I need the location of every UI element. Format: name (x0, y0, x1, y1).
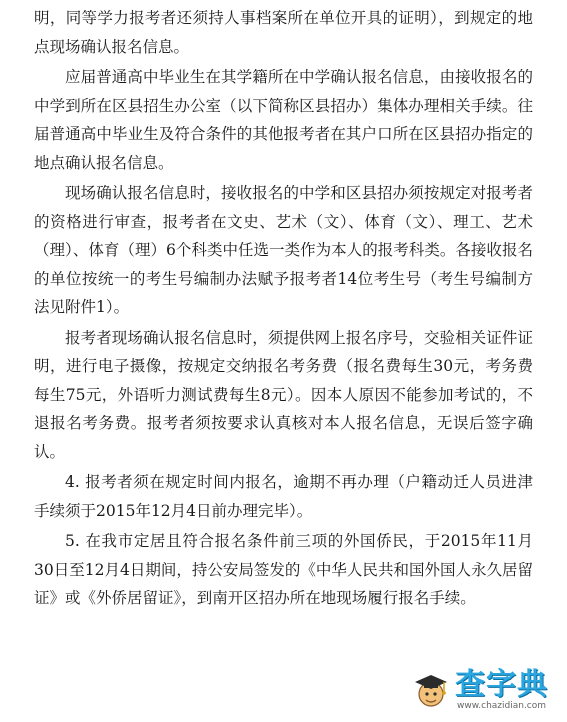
paragraph-6: 5. 在我市定居且符合报名条件前三项的外国侨民，于2015年11月30日至12月4日期间，持公安局签发的《中华人民共和国外国人永久居留证》或《外侨居留证》，到南开区招办所在地现场履行报名手续。 (34, 532, 533, 607)
paragraph-4: 报考者现场确认报名信息时，须提供网上报名序号，交验相关证件证明，进行电子摄像，按规定交纳报名考务费（报名费每生30元，考务费每生75元，外语听力测试费每生8元）。因本人原因不能参加考试的，不退报名考务费。报考者须按要求认真核对本人报名信息，无误后签字确认。 (34, 328, 533, 461)
watermark-logo (411, 664, 561, 716)
watermark-url: www.chazidian.com (457, 700, 547, 711)
paragraph-1: 明，同等学力报考者还须持人事档案所在单位开具的证明），到规定的地点现场确认报名信息。 (34, 9, 533, 56)
scholar-cap-icon (411, 670, 451, 710)
watermark-brand: 查字典 (455, 666, 548, 702)
paragraph-2: 应届普通高中毕业生在其学籍所在中学确认报名信息，由接收报名的中学到所在区县招生办公室（以下简称区县招办）集体办理相关手续。往届普通高中毕业生及符合条件的其他报考者在其户口所在区县招办指定的地点确认报名信息。 (34, 68, 533, 172)
paragraph-3: 现场确认报名信息时，接收报名的中学和区县招办须按规定对报考者的资格进行审查，报考者在文史、艺术（文）、体育（文）、理工、艺术（理）、体育（理）6个科类中任选一类作为本人的报考科类。各接收报名的单位按统一的考生号编制办法赋予报考者14位考生号（考生号编制方法见附件1）。 (34, 184, 533, 316)
paragraph-5: 4. 报考者须在规定时间内报名，逾期不再办理（户籍动迁人员进津手续须于2015年12月4日前办理完毕）。 (34, 473, 533, 520)
